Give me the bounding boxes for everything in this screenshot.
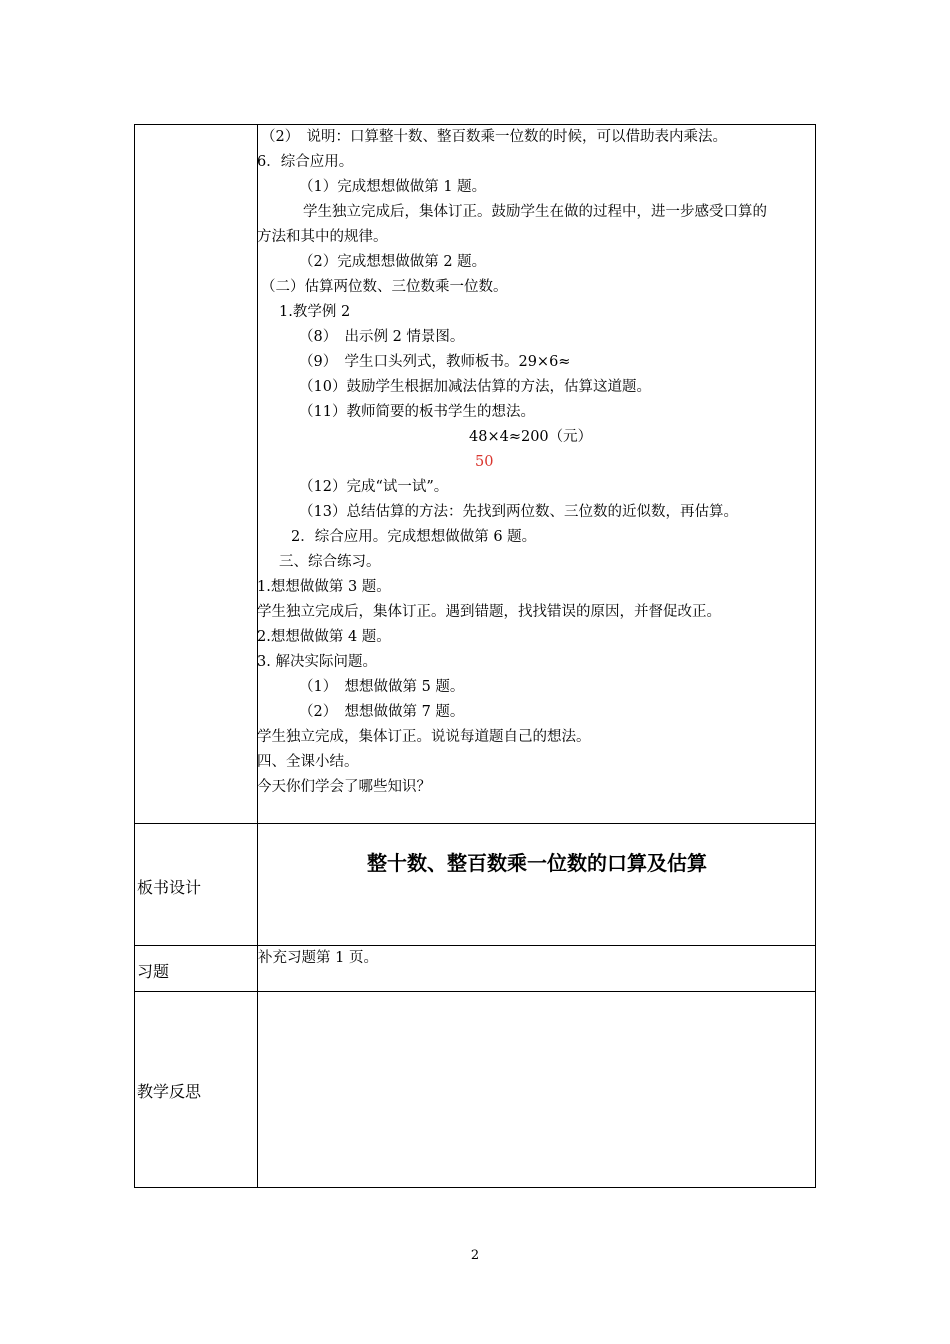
text-line: （1）完成想想做做第 1 题。 xyxy=(299,179,487,195)
text-line: 四、全课小结。 xyxy=(257,754,359,770)
lesson-plan-table xyxy=(134,124,816,1188)
text-line: 方法和其中的规律。 xyxy=(257,229,388,245)
text-line: 2.想想做做第 4 题。 xyxy=(257,629,391,645)
text-line: 1.教学例 2 xyxy=(279,304,351,320)
row-divider xyxy=(135,823,815,824)
text-line: （2） 说明：口算整十数、整百数乘一位数的时候，可以借助表内乘法。 xyxy=(261,129,727,145)
procedure-content xyxy=(257,125,817,823)
reflection-label: 教学反思 xyxy=(137,1082,202,1101)
text-line: 今天你们学会了哪些知识？ xyxy=(257,779,431,795)
page-number: 2 xyxy=(470,1248,480,1263)
text-line: （9） 学生口头列式，教师板书。29×6≈ xyxy=(299,354,571,370)
formula-line: 48×4≈200（元） xyxy=(469,429,593,445)
text-line: （12）完成“试一试”。 xyxy=(299,479,449,495)
board-design-label: 板书设计 xyxy=(137,878,202,897)
text-line: （13）总结估算的方法：先找到两位数、三位数的近似数，再估算。 xyxy=(299,504,738,520)
text-line: 学生独立完成后，集体订正。鼓励学生在做的过程中，进一步感受口算的 xyxy=(303,204,767,220)
text-line: 6．综合应用。 xyxy=(257,154,354,170)
text-line: 2．综合应用。完成想想做做第 6 题。 xyxy=(291,529,537,545)
red-annotation: 50 xyxy=(475,454,494,470)
text-line: （1） 想想做做第 5 题。 xyxy=(299,679,465,695)
board-design-title: 整十数、整百数乘一位数的口算及估算 xyxy=(367,851,707,875)
row-divider xyxy=(135,991,815,992)
text-line: 1.想想做做第 3 题。 xyxy=(257,579,391,595)
text-line: （二）估算两位数、三位数乘一位数。 xyxy=(261,279,508,295)
text-line: 三、综合练习。 xyxy=(279,554,381,570)
text-line: （11）教师简要的板书学生的想法。 xyxy=(299,404,535,420)
exercise-text: 补充习题第 1 页。 xyxy=(258,950,378,966)
text-line: （10）鼓励学生根据加减法估算的方法，估算这道题。 xyxy=(299,379,651,395)
row-divider xyxy=(135,945,815,946)
exercise-label: 习题 xyxy=(137,962,170,981)
text-line: 3. 解决实际问题。 xyxy=(257,654,377,670)
text-line: 学生独立完成后，集体订正。遇到错题，找找错误的原因，并督促改正。 xyxy=(257,604,721,620)
text-line: （2） 想想做做第 7 题。 xyxy=(299,704,465,720)
text-line: （8） 出示例 2 情景图。 xyxy=(299,329,465,345)
text-line: 学生独立完成，集体订正。说说每道题自己的想法。 xyxy=(257,729,591,745)
text-line: （2）完成想想做做第 2 题。 xyxy=(299,254,487,270)
